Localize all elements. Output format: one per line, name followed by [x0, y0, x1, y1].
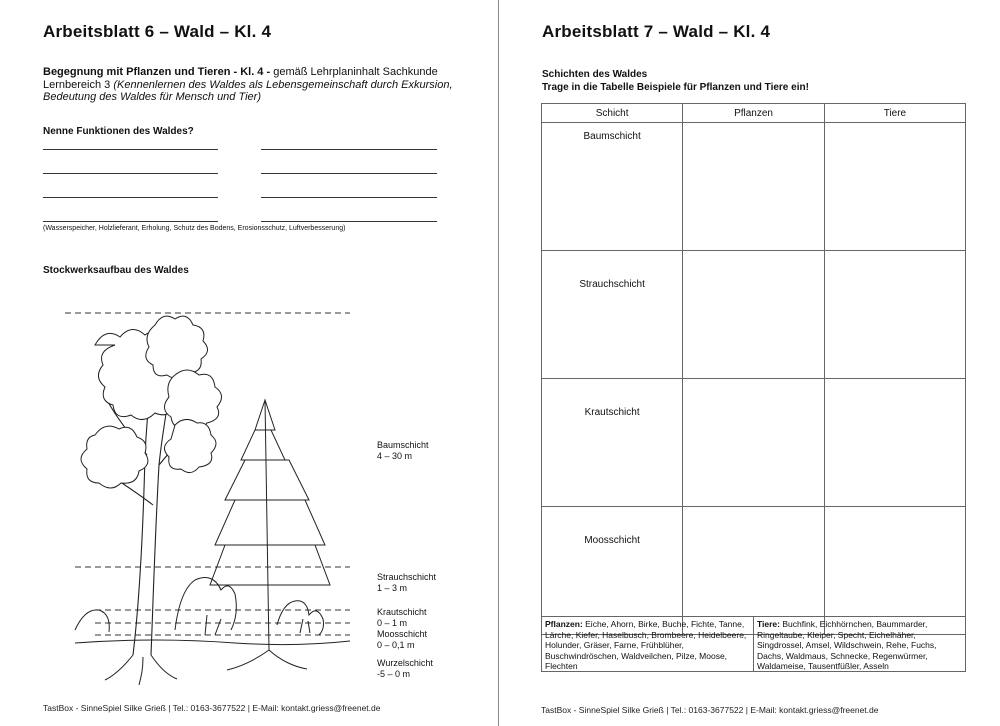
layer-name: Wurzelschicht [377, 658, 433, 668]
layer-label-baumschicht [377, 440, 429, 462]
table-header-row [542, 104, 966, 123]
topic-heading: Begegnung mit Pflanzen und Tieren - Kl. 4 - [43, 66, 271, 78]
row-layer-name: Krautschicht [542, 379, 683, 507]
header-tiere: Tiere [824, 104, 965, 123]
table-row [542, 379, 966, 507]
answer-line[interactable] [43, 149, 218, 150]
answer-line[interactable] [261, 149, 437, 150]
lernbereich-desc-2: Bedeutung des Waldes für Mensch und Tier) [43, 91, 261, 103]
ground-line [75, 640, 350, 645]
layers-heading: Schichten des Waldes [542, 69, 648, 80]
animals-cell[interactable] [824, 251, 965, 379]
worksheet-7-title: Arbeitsblatt 7 – Wald – Kl. 4 [542, 22, 771, 41]
shrubs [75, 578, 324, 635]
layer-name: Strauchschicht [377, 572, 437, 582]
header-schicht: Schicht [542, 104, 683, 123]
topic-curriculum: gemäß Lehrplaninhalt Sachkunde [270, 66, 438, 78]
functions-hint: (Wasserspeicher, Holzlieferant, Erholung, Schutz des Bodens, Erosionsschutz, Luftverbesserung) [43, 225, 346, 232]
layer-label-wurzelschicht [377, 658, 433, 680]
functions-question: Nenne Funktionen des Waldes? [43, 126, 194, 137]
answer-line[interactable] [261, 221, 437, 222]
animals-examples [753, 616, 966, 672]
layer-name: Moosschicht [377, 629, 428, 639]
plants-cell[interactable] [683, 251, 825, 379]
worksheet-7 [500, 0, 1000, 726]
lernbereich-label: Lernbereich 3 [43, 78, 111, 91]
forest-layers-illustration [55, 305, 365, 690]
table-instructions [542, 69, 809, 94]
footer-left: TastBox - SinneSpiel Silke Grieß | Tel.: 0163-3677522 | E-Mail: kontakt.griess@freenet.de [43, 703, 381, 713]
layer-range: 1 – 3 m [377, 583, 408, 593]
layer-name: Baumschicht [377, 440, 429, 450]
footer-right: TastBox - SinneSpiel Silke Grieß | Tel.: 0163-3677522 | E-Mail: kontakt.griess@freenet.de [541, 705, 879, 715]
plants-cell[interactable] [683, 379, 825, 507]
table-row [542, 123, 966, 251]
topic-block [43, 66, 483, 104]
stockwerk-heading: Stockwerksaufbau des Waldes [43, 265, 189, 276]
plants-label: Pflanzen: [545, 619, 583, 629]
row-layer-name: Moosschicht [542, 507, 683, 635]
answer-line[interactable] [261, 173, 437, 174]
layer-label-moosschicht [377, 629, 427, 651]
animals-cell[interactable] [824, 123, 965, 251]
animals-cell[interactable] [824, 379, 965, 507]
layer-range: 0 – 0,1 m [377, 640, 415, 650]
lernbereich-desc: (Kennenlernen des Waldes als Lebensgemeinschaft durch Exkursion, [110, 78, 453, 91]
plants-cell[interactable] [683, 123, 825, 251]
layer-range: 4 – 30 m [377, 451, 413, 461]
answer-line[interactable] [43, 173, 218, 174]
layer-range: 0 – 1 m [377, 618, 408, 628]
answer-line[interactable] [43, 221, 218, 222]
animals-label: Tiere: [757, 619, 780, 629]
layer-range: -5 – 0 m [377, 669, 411, 679]
deciduous-tree [81, 316, 222, 685]
header-pflanzen: Pflanzen [683, 104, 825, 123]
worksheet-6-title: Arbeitsblatt 6 – Wald – Kl. 4 [43, 22, 272, 41]
answer-line[interactable] [261, 197, 437, 198]
layers-table [541, 103, 966, 635]
instruction-text: Trage in die Tabelle Beispiele für Pflanzen und Tiere ein! [542, 81, 809, 93]
layer-label-krautschicht [377, 607, 427, 629]
conifer-tree [210, 400, 330, 670]
plants-examples [541, 616, 754, 672]
table-row [542, 251, 966, 379]
layer-name: Krautschicht [377, 607, 427, 617]
plants-list: Eiche, Ahorn, Birke, Buche, Fichte, Tanne, Lärche, Kiefer, Haselbusch, Brombeere, Heidelbeere, Holunder, Gräser, Farne, Frühblüher, Buschwindröschen, Waldveilchen, Pilze, Moose, Flechten [545, 619, 747, 671]
animals-list: Buchfink, Eichhörnchen, Baummarder, Ringeltaube, Kleiper, Specht, Eichelhäher, Singdrossel, Amsel, Wildschwein, Rehe, Fuchs, Dachs, Waldmaus, Schnecke, Regenwürmer, Waldameise, Tausentfüßler, Asseln [757, 619, 937, 671]
layer-label-strauchschicht [377, 572, 436, 594]
row-layer-name: Strauchschicht [542, 251, 683, 379]
row-layer-name: Baumschicht [542, 123, 683, 251]
answer-line[interactable] [43, 197, 218, 198]
